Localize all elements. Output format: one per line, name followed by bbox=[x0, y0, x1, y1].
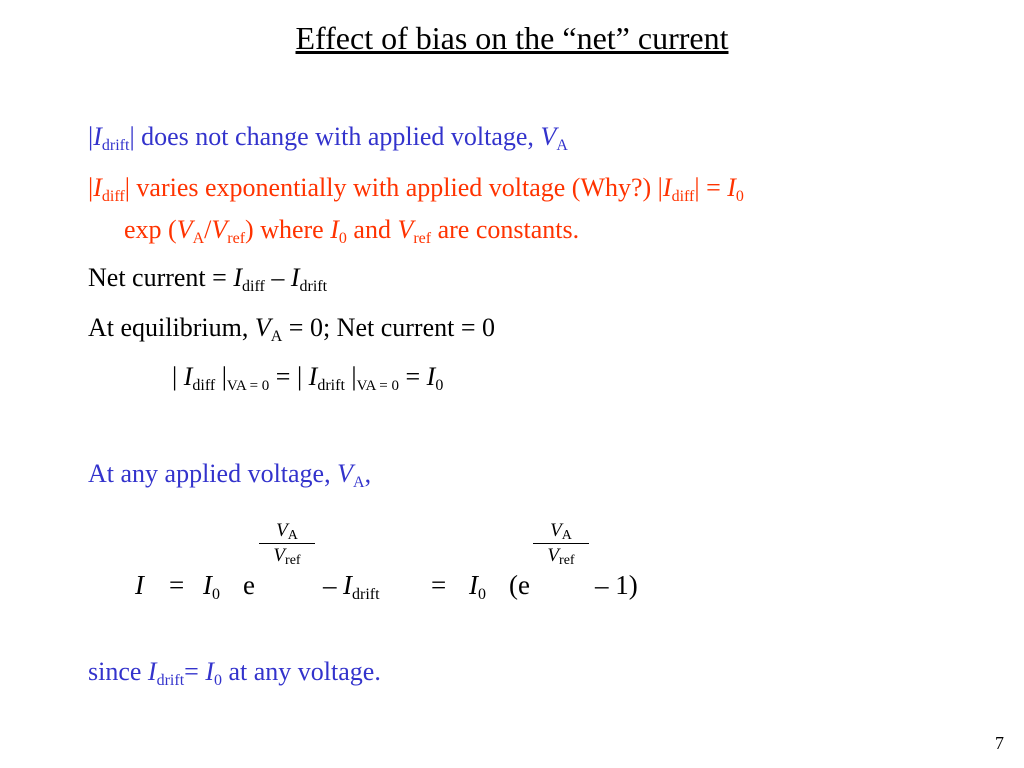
exponent-fraction: $V_A$ $V_{ref}$ bbox=[259, 521, 315, 566]
current-equation: I = $I_0$ e $V_A$ $V_{ref}$ – $I_{drift}$ = $I_0$ (e $V_A$ $V_{ref}$ – 1) bbox=[135, 520, 638, 603]
net-current-definition: Net current = $I_{diff} - I_{drift}$ bbox=[88, 263, 328, 295]
diffusion-current-formula: $\exp (V_A/V_{ref})$ where $I_0$ and $V_{ref}$ are constants. bbox=[124, 215, 580, 247]
equilibrium-statement: At equilibrium, $V_A = 0$; Net current = 0 bbox=[88, 313, 495, 345]
page-number: 7 bbox=[995, 733, 1004, 753]
drift-equals-statement: since $I_{drift}= I_0$ at any voltage. bbox=[88, 657, 381, 689]
diffusion-current-statement: $|I_{diff}|$ varies exponentially with applied voltage (Why?) $|I_{diff}| = I_0$ bbox=[88, 173, 744, 205]
slide-title: Effect of bias on the “net” current bbox=[295, 20, 729, 56]
exponent-fraction-2: $V_A$ $V_{ref}$ bbox=[533, 521, 589, 566]
applied-voltage-statement: At any applied voltage, $V_A$, bbox=[88, 459, 372, 491]
equilibrium-equation: | $I_{diff}$ $|_{VA = 0}$ = | $I_{drift}$ $|_{VA = 0} = I_0$ bbox=[172, 362, 444, 394]
drift-current-statement: $|I_{drift}|$ does not change with applied voltage, $V_A$ bbox=[88, 122, 568, 154]
